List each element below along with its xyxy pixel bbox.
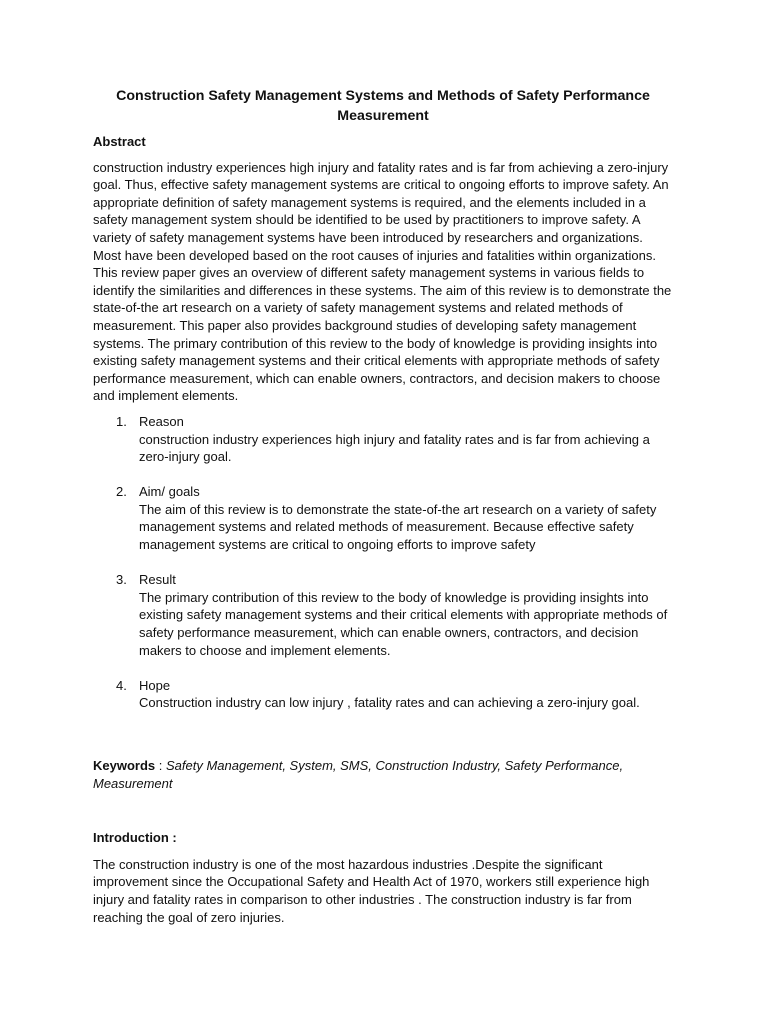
introduction-text: The construction industry is one of the most hazardous industries .Despite the significant improvement since the Occupational Safety and Health Act of 1970, workers still experience high injury and fatality rates in comparison to other industries . The construction industry is far from reaching the goal of zero injuries. — [93, 856, 650, 925]
list-item-label: Aim/ goals — [139, 484, 200, 500]
abstract-heading: Abstract — [93, 134, 146, 149]
list-item-text: Construction industry can low injury , fatality rates and can achieving a zero-injury goal. — [139, 695, 640, 711]
list-item-number: 4. — [116, 677, 127, 693]
list-item — [93, 413, 673, 466]
list-item — [93, 571, 673, 659]
document-page — [93, 86, 673, 926]
list-item-label: Hope — [139, 677, 171, 693]
list-item-text: construction industry experiences high injury and fatality rates and is far from achieving a zero-injury goal. — [139, 431, 650, 465]
keywords-label: Keywords — [93, 758, 156, 773]
introduction-heading: Introduction : — [93, 830, 177, 846]
list-item-text: The aim of this review is to demonstrate the state-of-the art research on a variety of safety management systems and related methods of measurement. Because effective safety management systems are critical to ongoing efforts to improve safety — [139, 501, 657, 553]
list-item-number: 1. — [116, 413, 127, 429]
abstract-text: construction industry experiences high injury and fatality rates and is far from achieving a zero-injury goal. Thus, effective safety management systems are critical to ongoing efforts to improve safety. An appropriate definition of safety management systems is required, and the elements included in a safety management system should be identified to be used by practitioners to improve safety. A variety of safety management systems have been introduced by researchers and organizations. Most have been developed based on the root causes of injuries and fatalities within organizations. This review paper gives an overview of different safety management systems in various fields to identify the similarities and differences in these systems. The aim of this review is to demonstrate the state-of-the art research on a variety of safety management systems and related methods of measurement. This paper also provides background studies of developing safety management systems. The primary contribution of this review to the body of knowledge is providing insights into existing safety management systems and their critical elements with appropriate methods of safety performance measurement, which can enable owners, contractors, and decision makers to choose and implement elements. — [93, 159, 672, 404]
keywords-line — [93, 757, 673, 792]
list-item-number: 3. — [116, 572, 127, 588]
list-item-number: 2. — [116, 484, 127, 500]
document-title: Construction Safety Management Systems and Methods of Safety Performance Measurement — [116, 88, 650, 124]
list-item — [93, 483, 673, 553]
list-item-label: Reason — [139, 413, 184, 429]
keywords-values: Safety Management, System, SMS, Construction Industry, Safety Performance, Measurement — [93, 758, 624, 791]
list-item-label: Result — [139, 572, 176, 588]
numbered-list — [93, 413, 673, 712]
list-item — [93, 677, 673, 712]
keywords-separator: : — [155, 758, 166, 773]
list-item-text: The primary contribution of this review to the body of knowledge is providing insights into existing safety management systems and their critical elements with appropriate methods of safety performance measurement, which can enable owners, contractors, and decision makers to choose and implement elements. — [139, 589, 668, 658]
